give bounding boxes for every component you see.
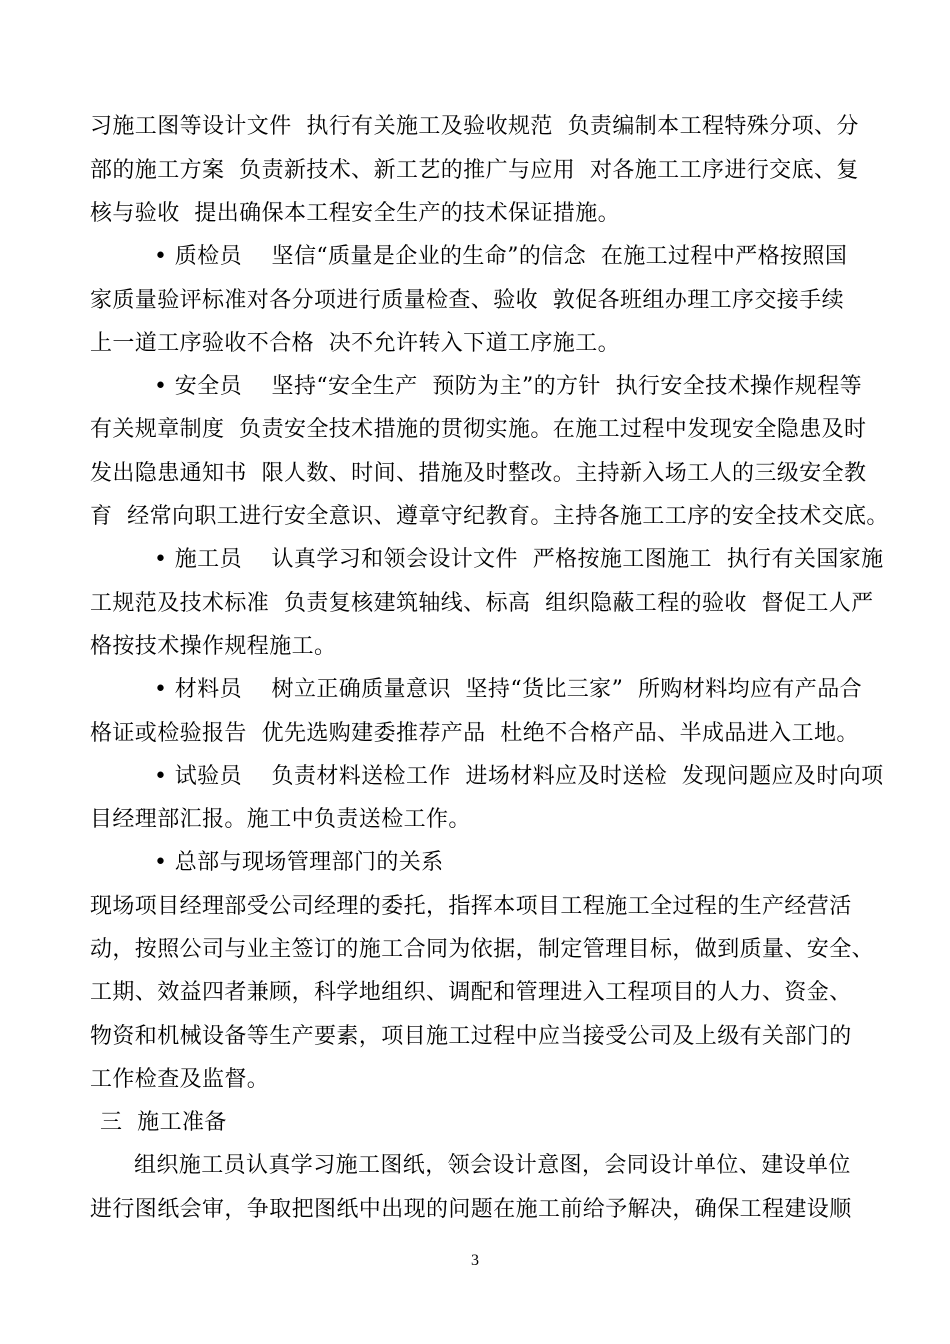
body-line: 部的施工方案 负责新技术、新工艺的推广与应用 对各施工工序进行交底、复 [90,158,859,183]
body-line: 动，按照公司与业主签订的施工合同为依据，制定管理目标，做到质量、安全、 [90,937,875,962]
body-line: 家质量验评标准对各分项进行质量检查、验收 敦促各班组办理工序交接手续 [90,288,844,313]
role-item-construction-officer: • 施工员 认真学习和领会设计文件 严格按施工图施工 执行有关国家施 [154,547,884,572]
page-number: 3 [471,1252,479,1269]
body-line: 格按技术操作规程施工。 [90,634,337,659]
body-line: 工规范及技术标准 负责复核建筑轴线、标高 组织隐蔽工程的验收 督促工人严 [90,591,874,616]
body-line: 育 经常向职工进行安全意识、遵章守纪教育。主持各施工工序的安全技术交底。 [90,504,889,529]
role-item-materials-officer: • 材料员 树立正确质量意识 坚持“货比三家” 所购材料均应有产品合 [154,677,863,702]
body-line: 格证或检验报告 优先选购建委推荐产品 杜绝不合格产品、半成品进入工地。 [90,721,859,746]
body-line: 习施工图等设计文件 执行有关施工及验收规范 负责编制本工程特殊分项、分 [90,114,859,139]
section-item-relationship: • 总部与现场管理部门的关系 [154,850,444,875]
role-item-test-officer: • 试验员 负责材料送检工作 进场材料应及时送检 发现问题应及时向项 [154,764,884,789]
body-line: 工作检查及监督。 [90,1067,270,1092]
body-line: 发出隐患通知书 限人数、时间、措施及时整改。主持新入场工人的三级安全教 [90,461,867,486]
body-line: 目经理部汇报。施工中负责送检工作。 [90,807,471,832]
body-line: 组织施工员认真学习施工图纸，领会设计意图，会同设计单位、建设单位 [134,1153,851,1178]
body-line: 进行图纸会审，争取把图纸中出现的问题在施工前给予解决，确保工程建设顺 [90,1197,852,1222]
role-item-safety-officer: • 安全员 坚持“安全生产 预防为主”的方针 执行安全技术操作规程等 [154,374,863,399]
body-line: 现场项目经理部受公司经理的委托，指挥本项目工程施工全过程的生产经营活 [90,894,852,919]
role-item-quality-inspector: • 质检员 坚信“质量是企业的生命”的信念 在施工过程中严格按照国 [154,244,848,269]
body-line: 有关规章制度 负责安全技术措施的贯彻实施。在施工过程中发现安全隐患及时 [90,417,867,442]
body-line: 上一道工序验收不合格 决不允许转入下道工序施工。 [90,331,620,356]
body-line: 工期、效益四者兼顾，科学地组织、调配和管理进入工程项目的人力、资金、 [90,980,852,1005]
section-heading: 三 施工准备 [100,1110,227,1135]
body-line: 核与验收 提出确保本工程安全生产的技术保证措施。 [90,201,620,226]
body-line: 物资和机械设备等生产要素，项目施工过程中应当接受公司及上级有关部门的 [90,1024,852,1049]
